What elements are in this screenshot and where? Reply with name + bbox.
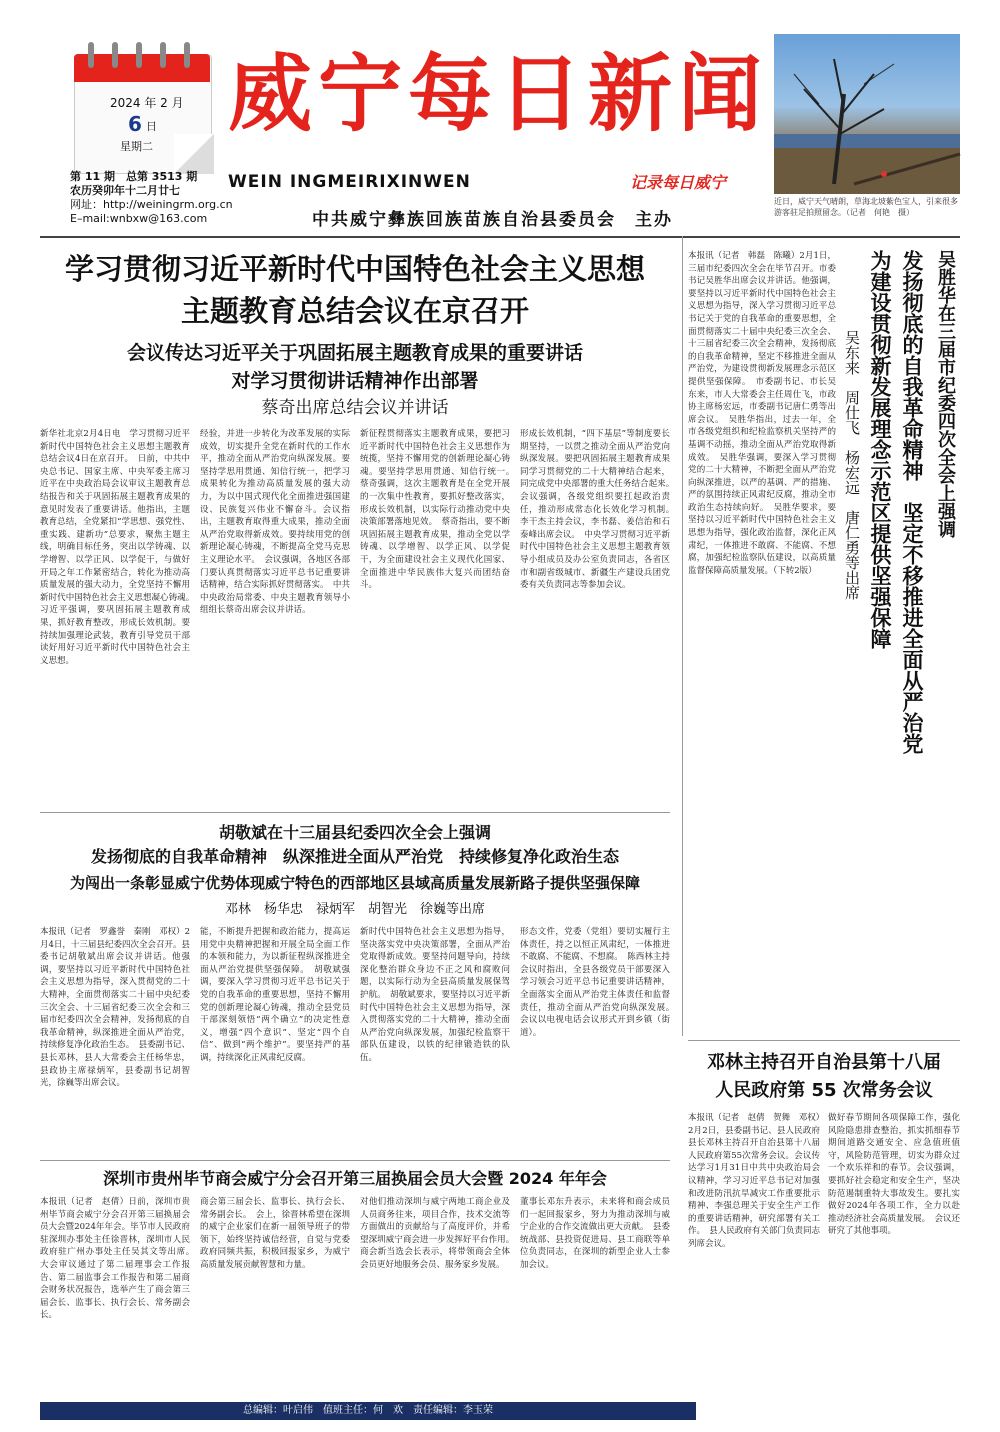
second-headline-2[interactable]: 为闯出一条彰显威宁优势体现威宁特色的西部地区县域高质量发展新路子提供坚强保障 — [69, 874, 640, 892]
section-divider-2 — [40, 1160, 670, 1161]
second-headline-1[interactable]: 发扬彻底的自我革命精神 纵深推进全面从严治党 持续修复净化政治生态 — [90, 847, 619, 866]
second-column-3: 新时代中国特色社会主义思想为指导，坚决落实党中央决策部署，全面从严治党取得新成效。要坚持问题导向，持续深化整治群众身边不正之风和腐败问题，以实际行动为全县高质量发展保驾护航。 胡敬斌要求，要坚持以习近平新时代中国特色社会主义思想为指导，深入贯彻落实党的二十大精神，推动全面从严治党向纵深发展，加强纪检监察干部队伍建设，以铁的纪律锻造铁的队伍。 — [360, 927, 510, 1063]
lead-column-4: 形成长效机制，“四下基层”等制度要长期坚持，一以贯之推动全面从严治党向纵深发展。要把巩固拓展主题教育成果同学习贯彻党的二十大精神结合起来，同完成党中央部署的重大任务结合起来。 会议强调，各级党组织要扛起政治责任，推动形成常态化长效化学习机制。 李干杰主持会议，李书磊、姜信治和石泰峰出席会议。 中央学习贯彻习近平新时代中国特色社会主义思想主题教育领导小组成员及办公室负责同志，各省区市和副省级城市、新疆生产建设兵团党委有关负责同志等参加会议。 — [520, 429, 679, 591]
issue-number: 第 11 期 总第 3513 期 — [70, 170, 198, 183]
newspaper-title: 威宁每日新闻 — [228, 45, 769, 143]
calendar-weekday: 星期二 — [120, 140, 153, 153]
newspaper-slogan: 记录每日威宁 — [630, 173, 727, 192]
cover-photo — [774, 34, 960, 194]
right-headline-2[interactable]: 人民政府第 55 次常务会议 — [715, 1080, 933, 1101]
lead-column-1: 新华社北京2月4日电 学习贯彻习近平新时代中国特色社会主义思想主题教育总结会议4日在京召开。 日前，中共中央总书记、国家主席、中央军委主席习近平在中央政治局会议审议主题教育总结报告和关于巩固拓展主题教育成果的意见时发表了重要讲话。他指出，主题教育总结，全党紧扣“学思想、强党性、重实践、建新功”总要求，聚焦主题主线，明确目标任务，突出以学铸魂、以学增智、以学正风、以学促干，与做好开局之年工作紧密结合，转化为推动高质量发展的强大动力，全党坚持不懈用新时代中国特色社会主义思想凝心铸魂。 习近平强调，要巩固拓展主题教育成果，抓好教育整改，形成长效机制。要持续加强理论武装，教育引导党员干部读好用好习近平新时代中国特色社会主义思想。 — [40, 429, 199, 666]
lead-column-3: 新征程贯彻落实主题教育成果，要把习近平新时代中国特色社会主义思想作为统揽，坚持不懈用党的创新理论凝心铸魂。要坚持学思用贯通、知信行统一。 蔡奇强调，这次主题教育是在全党开展的一次集中性教育，要抓好整改落实，形成长效机制，以实际行动推动党中央决策部署落地见效。 蔡奇指出，要不断巩固拓展主题教育成果，推动全党以学铸魂、以学增智、以学正风、以学促干，为全面建设社会主义现代化国家、全面推进中华民族伟大复兴而团结奋斗。 — [360, 429, 519, 591]
right-column-rule — [682, 236, 683, 1036]
email-address[interactable]: E–mail:wnbxw@163.com — [70, 212, 208, 225]
calendar-graphic — [70, 32, 212, 172]
issue-info — [70, 170, 233, 226]
side-attendees: 吴东来 周仕飞 杨宏远 唐仁勇等出席 — [843, 330, 861, 600]
lead-column-2: 经验，并进一步转化为改革发展的实际成效，切实提升全党在新时代的工作水平，推动全面从严治党向纵深发展。要坚持学思用贯通、知信行统一，把学习成果转化为推动高质量发展的强大动力，为以中国式现代化全面推进强国建设、民族复兴伟业不懈奋斗。会议指出，主题教育取得重大成果，推动全面从严治党取得新成效。要持续用党的创新理论凝心铸魂，不断提高全党马克思主义理论水平。 会议强调，各地区各部门要认真贯彻落实习近平总书记重要讲话精神，结合实际抓好贯彻落实。 中共中央政治局常委、中央主题教育领导小组组长蔡奇出席会议并讲话。 — [200, 429, 350, 616]
lunar-date: 农历癸卯年十二月廿七 — [70, 184, 180, 197]
side-headline-2[interactable]: 发扬彻底的自我革命精神 坚定不移推进全面从严治党 — [900, 250, 924, 754]
side-headline-1[interactable]: 吴胜华在三届市纪委四次全会上强调 — [935, 250, 956, 538]
bottom-column-3: 对他们推动深圳与威宁两地工商企业及人员商务往来，项目合作，技术交流等方面做出的贡献给与了高度评价，并希望深圳威宁商会进一步发挥好平台作用。 商会新当选会长表示，将带领商会全体会员更好地服务会员、服务家乡发展。 — [360, 1197, 519, 1270]
lead-subheadline-3: 蔡奇出席总结会议并讲话 — [261, 398, 449, 418]
bottom-column-2: 商会第三届会长、监事长、执行会长、常务副会长。 会上，徐晋林希望在深圳的威宁企业家们在新一届领导班子的带领下，始终坚持诚信经营，自觉与党委政府同频共振，积极回报家乡，为威宁高质量发展贡献智慧和力量。 — [200, 1197, 350, 1270]
right-divider — [688, 1040, 960, 1041]
section-divider — [40, 812, 670, 813]
second-column-2: 能，不断提升把握和政治能力，提高运用党中央精神把握和开展全局全面工作的本领和能力，为以新征程纵深推进全面从严治党提供坚强保障。 胡敬斌强调，要深入学习贯彻习近平总书记关于党的自我革命的重要思想，坚持不懈用党的创新理论凝心铸魂，推动全县党员干部深刻领悟“两个确立”的决定性意义，增强“四个意识”、坚定“四个自信”、做到“两个维护”。要坚持严的基调，持续深化正风肃纪反腐。 — [200, 927, 350, 1063]
right-headline-1[interactable]: 邓林主持召开自治县第十八届 — [707, 1052, 941, 1073]
lead-headline-1[interactable]: 学习贯彻习近平新时代中国特色社会主义思想 — [64, 252, 645, 286]
website-url[interactable]: 网址：http://weiningrm.org.cn — [70, 198, 233, 211]
newspaper-sponsor: 中共威宁彝族回族苗族自治县委员会 主办 — [312, 210, 673, 230]
photo-caption: 近日，威宁天气晴朗，草海北坡紫色宝人，引来很多游客驻足拍照留念。（记者 何艳 摄） — [774, 197, 958, 217]
side-story-body: 本报讯（记者 韩磊 陈曦）2月1日，三届市纪委四次全会在毕节召开。市委书记吴胜华出席会议并讲话。他强调，要坚持以习近平新时代中国特色社会主义思想为指导，深入学习贯彻习近平总书记关于党的自我革命的重要思想，全面贯彻落实二十届中央纪委三次全会、十三届省纪委三次全会精神，发扬彻底的自我革命精神，坚定不移推进全面从严治党，为建设贯彻新发展理念示范区提供坚强保障。 市委副书记、市长吴东来，市人大常委会主任周仕飞，市政协主席杨宏远，市委副书记唐仁勇等出席会议。 吴胜华指出，过去一年，全市各级党组织和纪检监察机关坚持严的基调不动摇，推动全面从严治党取得新成效。 吴胜华强调，要深入学习贯彻党的二十大精神，不断把全面从严治党向纵深推进，以严的基调、严的措施、严的氛围持续正风肃纪反腐，推动全市政治生态持续向好。 吴胜华要求，要坚持以习近平新时代中国特色社会主义思想为指导，强化政治监督，深化正风肃纪，一体推进不敢腐、不能腐、不想腐，加强纪检监察队伍建设，以高质量监督保障高质量发展。（下转2版） — [688, 251, 836, 576]
side-headline-3[interactable]: 为建设贯彻新发展理念示范区提供坚强保障 — [868, 250, 892, 649]
calendar-day-unit: 日 — [146, 120, 157, 133]
lead-subheadline-1: 会议传达习近平关于巩固拓展主题教育成果的重要讲话 — [126, 342, 583, 364]
second-attendees: 邓林 杨华忠 禄炳军 胡智光 徐巍等出席 — [224, 902, 485, 917]
tree-landscape-photo — [774, 34, 960, 194]
calendar-day: 6 — [128, 112, 142, 136]
masthead-divider — [40, 236, 960, 238]
lead-headline-2[interactable]: 主题教育总结会议在京召开 — [180, 294, 529, 328]
bottom-column-4: 董事长邓东升表示，未来将和商会成员们一起回报家乡，努力为推动深圳与威宁企业的合作交流做出更大贡献。 县委统战部、县投资促进局、县工商联等单位负责同志，在深圳的新型企业人士参加会议。 — [520, 1197, 670, 1270]
newspaper-pinyin: WEIN INGMEIRIXINWEN — [228, 172, 471, 192]
calendar-year-month: 2024 年 2 月 — [110, 96, 184, 110]
right-column-1: 本报讯（记者 赵倩 贺舞 邓权）2月2日，县委副书记、县人民政府县长邓林主持召开自治县第十八届人民政府第55次常务会议。会议传达学习1月31日中共中央政治局会议精神，学习习近平总书记对加强和改进防汛抗旱减灾工作重要批示精神、李强总理关于安全生产工作的重要讲话精神，研究部署有关工作。 县人民政府有关部门负责同志列席会议。 — [688, 1113, 820, 1249]
lead-subheadline-2: 对学习贯彻讲话精神作出部署 — [231, 370, 479, 392]
right-column-2: 做好春节期间各项保障工作，强化风险隐患排查整治，抓实抓细春节期间道路交通安全、应急值班值守，风险防范管理，切实为群众过一个欢乐祥和的春节。会议强调，要抓好社会稳定和安全生产，坚决防范遏制重特大事故发生。要扎实做好2024年各项工作，全力以赴推动经济社会高质量发展。 会议还研究了其他事项。 — [828, 1113, 960, 1237]
bottom-headline[interactable]: 深圳市贵州毕节商会威宁分会召开第三届换届会员大会暨 2024 年年会 — [103, 1169, 607, 1188]
second-column-4: 形态文件，党委（党组）要切实履行主体责任，持之以恒正风肃纪，一体推进不敢腐、不能腐、不想腐。 陈西林主持会议时指出，全县各级党员干部要深入学习领会习近平总书记重要讲话精神，全面落实全面从严治党主体责任和监督责任，推动全面从严治党向纵深发展。 会议以电视电话会议形式开到乡镇（街道）。 — [520, 927, 679, 1038]
second-column-1: 本报讯（记者 罗鑫誉 秦刚 邓权）2月4日，十三届县纪委四次全会召开。县委书记胡敬斌出席会议并讲话。他强调，要坚持以习近平新时代中国特色社会主义思想为指导，深入贯彻党的二十大精神，全面贯彻落实二十届中央纪委三次全会、十三届省纪委三次全会和三届市纪委四次全会精神，发扬彻底的自我革命精神，纵深推进全面从严治党，持续修复净化政治生态。 县委副书记、县长邓林，县人大常委会主任杨华忠，县政协主席禄炳军，县委副书记胡智光，徐巍等出席会议。 — [40, 927, 190, 1089]
editor-credits: 总编辑：叶启伟 值班主任：何 欢 责任编辑：李玉荣 — [40, 1402, 696, 1420]
bottom-column-1: 本报讯（记者 赵倩）日前，深圳市贵州毕节商会威宁分会召开第三届换届会员大会暨2024年年会。毕节市人民政府驻深圳办事处主任徐晋林，深圳市人民政府驻广州办事处主任吴其文等出席。 大会审议通过了第二届理事会工作报告、第二届监事会工作报告和第二届商会财务状况报告，选举产生了商会第三届会长、监事长、执行会长、常务副会长。 — [40, 1197, 199, 1321]
second-kicker: 胡敬斌在十三届县纪委四次全会上强调 — [218, 823, 491, 842]
